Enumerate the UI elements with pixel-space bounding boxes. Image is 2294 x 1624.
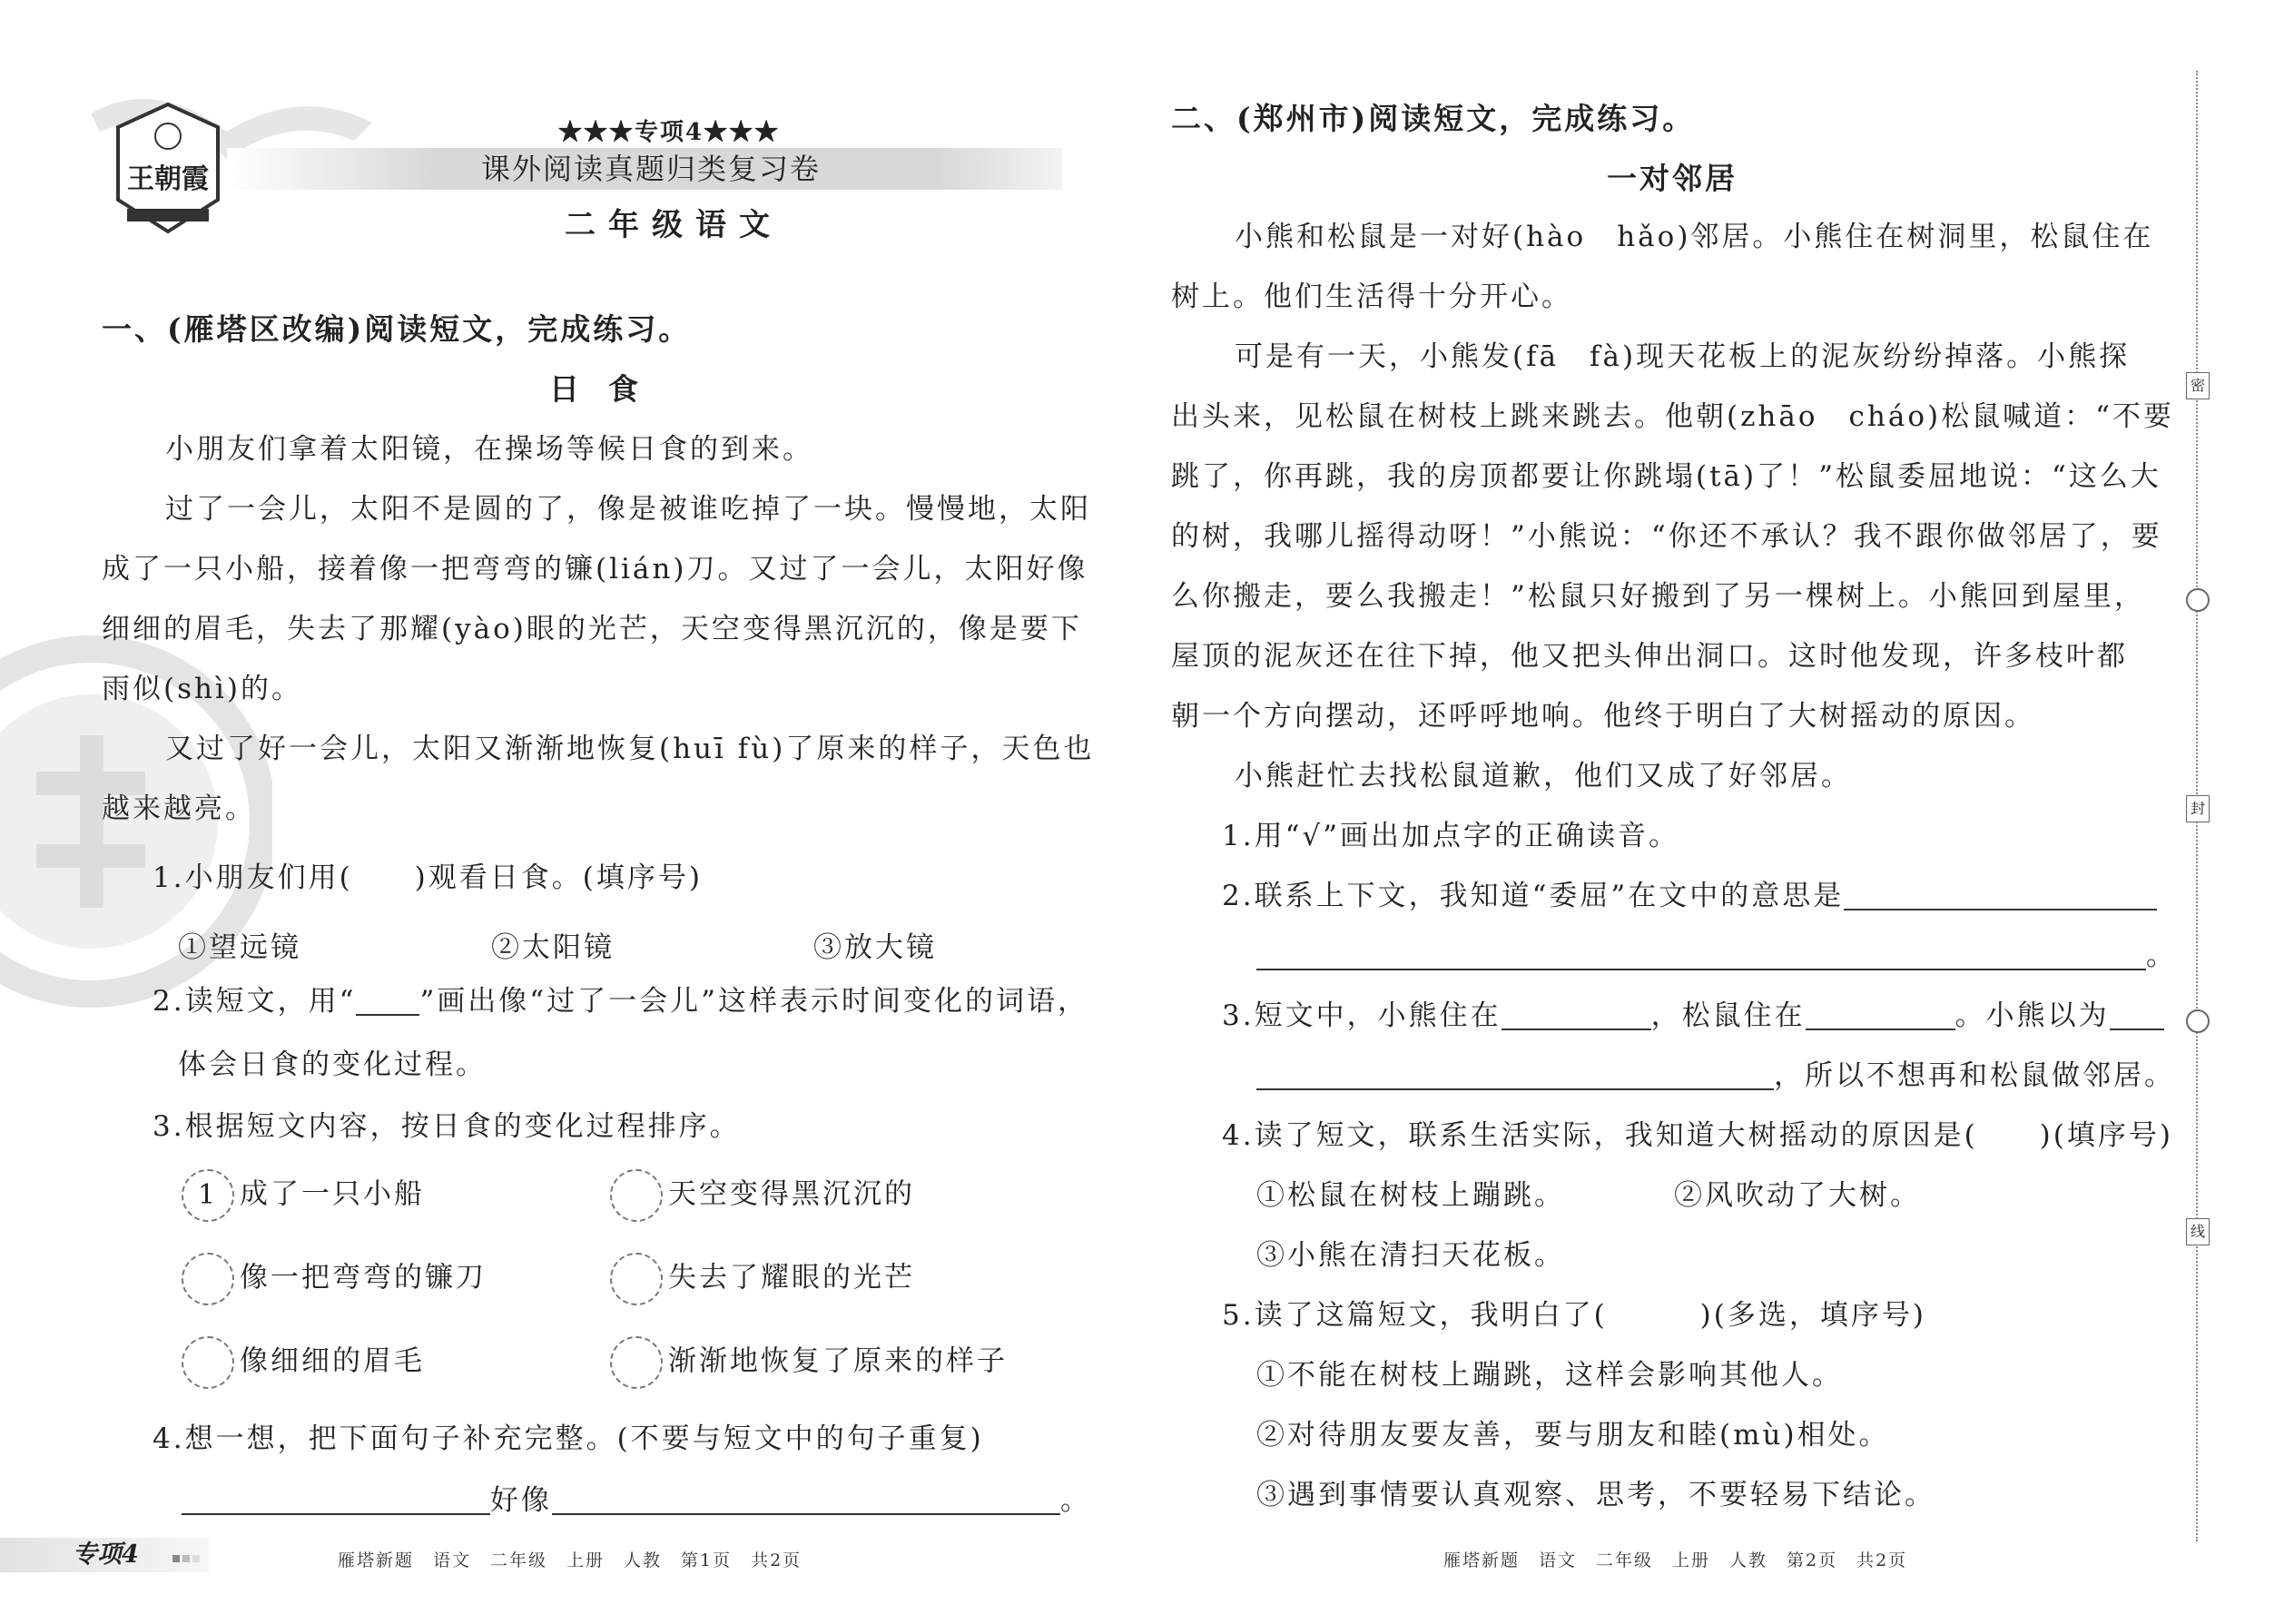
right-passage [1171, 207, 2174, 806]
order-circle[interactable] [182, 1336, 234, 1389]
left-paragraph-line: 过了一会儿，太阳不是圆的了，像是被谁吃掉了一块。慢慢地，太阳 [165, 493, 1091, 526]
order-circle[interactable] [610, 1253, 663, 1305]
right-question-5: 5.读了这篇短文，我明白了( )(多选，填序号) [1222, 1299, 1926, 1332]
right-paragraph-line: 么你搬走，要么我搬走！”松鼠只好搬到了另一棵树上。小熊回到屋里， [1171, 580, 2145, 613]
right-paragraph-line: 小熊赶忙去找松鼠道歉，他们又成了好邻居。 [1235, 760, 1852, 792]
option: ①望远镜 [178, 931, 301, 964]
left-question-2: 2.读短文，用“ ”画出像“过了一会儿”这样表示时间变化的词语， [153, 985, 1088, 1018]
right-section-title: 二、(郑州市)阅读短文，完成练习。 [1171, 101, 1696, 136]
margin-label: 封 [2186, 795, 2210, 822]
footer-squares-icon [172, 1549, 200, 1566]
left-paragraph-line: 细细的眉毛，失去了那耀(yào)眼的光芒，天空变得黑沉沉的，像是要下 [102, 613, 1082, 645]
left-paragraph-line: 雨似(shì)的。 [102, 673, 302, 705]
binding-ring-icon [2186, 588, 2210, 612]
order-item[interactable]: 1 成了一只小船 [182, 1169, 425, 1222]
subject-title: 二年级语文 [565, 207, 783, 243]
answer-blank[interactable] [1501, 1001, 1651, 1030]
right-question-2: 2.联系上下文，我知道“委屈”在文中的意思是 [1222, 866, 2157, 926]
answer-blank[interactable] [2110, 1001, 2164, 1030]
order-circle[interactable] [610, 1336, 663, 1389]
left-question-3: 3.根据短文内容，按日食的变化过程排序。 [153, 1110, 741, 1143]
left-passage-title: 日 食 [549, 371, 641, 407]
binding-ring-icon [2186, 1009, 2210, 1033]
right-question-3: 3.短文中，小熊住在 ，松鼠住在 。小熊以为 [1222, 986, 2164, 1046]
footer-right-info: 雁塔新题 语文 二年级 上册 人教 第2页 共2页 [1443, 1550, 1908, 1570]
right-question-4: 4.读了短文，联系生活实际，我知道大树摇动的原因是( )(填序号) [1222, 1119, 2173, 1152]
logo-text: 王朝霞 [127, 163, 209, 195]
answer-blank[interactable] [552, 1486, 1060, 1515]
answer-blank[interactable] [1256, 941, 2146, 970]
right-paragraph-line: 树上。他们生活得十分开心。 [1171, 281, 1572, 313]
option: ③放大镜 [813, 931, 937, 964]
right-q4-option: ②风吹动了大树。 [1674, 1179, 1921, 1212]
left-q4-fill: 好像 。 [182, 1471, 1091, 1530]
right-paragraph-line: 的树，我哪儿摇得动呀！”小熊说：“你还不承认？我不跟你做邻居了，要 [1171, 520, 2162, 553]
margin-label: 线 [2186, 1218, 2210, 1245]
order-item[interactable]: 天空变得黑沉沉的 [610, 1169, 915, 1222]
footer-tag: 专项4 [73, 1540, 139, 1569]
right-q5-option: ①不能在树枝上蹦跳，这样会影响其他人。 [1256, 1359, 1843, 1392]
left-paragraph-line: 又过了好一会儿，太阳又渐渐地恢复(huī fù)了原来的样子，天色也 [165, 733, 1095, 765]
right-paragraph-line: 可是有一天，小熊发(fā fà)现天花板上的泥灰纷纷掉落。小熊探 [1235, 340, 2131, 373]
order-item[interactable]: 像细细的眉毛 [182, 1336, 425, 1389]
right-q4-option: ③小熊在清扫天花板。 [1256, 1239, 1565, 1272]
order-item[interactable]: 像一把弯弯的镰刀 [182, 1253, 487, 1305]
answer-blank[interactable] [1844, 881, 2157, 910]
order-item[interactable]: 失去了耀眼的光芒 [610, 1253, 915, 1305]
left-question-1: 1.小朋友们用( )观看日食。(填序号) [153, 861, 703, 894]
right-q5-option: ②对待朋友要友善，要与朋友和睦(mù)相处。 [1256, 1419, 1890, 1452]
order-circle[interactable]: 1 [182, 1169, 234, 1222]
underline-sample [356, 987, 419, 1016]
footer-left-info: 雁塔新题 语文 二年级 上册 人教 第1页 共2页 [338, 1550, 802, 1570]
left-passage [102, 419, 1095, 839]
logo [109, 100, 227, 236]
order-circle[interactable] [182, 1253, 234, 1305]
option: ②太阳镜 [491, 931, 615, 964]
left-paragraph-line: 小朋友们拿着太阳镜，在操场等候日食的到来。 [165, 433, 813, 466]
right-q2-line2: 。 [1256, 926, 2177, 986]
left-question-4: 4.想一想，把下面句子补充完整。(不要与短文中的句子重复) [153, 1422, 984, 1455]
margin-label: 密 [2186, 372, 2210, 399]
order-item[interactable]: 渐渐地恢复了原来的样子 [610, 1336, 1008, 1389]
banner-title: 课外阅读真题归类复习卷 [481, 152, 822, 186]
right-passage-title: 一对邻居 [1607, 161, 1738, 196]
right-q4-option: ①松鼠在树枝上蹦跳。 [1256, 1179, 1565, 1212]
left-question-2-line2: 体会日食的变化过程。 [178, 1048, 487, 1081]
answer-blank[interactable] [1256, 1061, 1774, 1090]
right-paragraph-line: 跳了，你再跳，我的房顶都要让你跳塌(tā)了！”松鼠委屈地说：“这么大 [1171, 460, 2161, 493]
answer-blank[interactable] [1806, 1001, 1955, 1030]
order-circle[interactable] [610, 1169, 663, 1222]
right-q5-option: ③遇到事情要认真观察、思考，不要轻易下结论。 [1256, 1479, 1935, 1511]
right-paragraph-line: 小熊和松鼠是一对好(hào hǎo)邻居。小熊住在树洞里，松鼠住在 [1235, 221, 2154, 253]
right-question-1: 1.用“√”画出加点字的正确读音。 [1222, 820, 1680, 852]
series-label: ★★★专项4★★★ [558, 119, 781, 146]
left-paragraph-line: 越来越亮。 [102, 792, 256, 825]
left-paragraph-line: 成了一只小船，接着像一把弯弯的镰(lián)刀。又过了一会儿，太阳好像 [102, 553, 1088, 586]
right-paragraph-line: 出头来，见松鼠在树枝上跳来跳去。他朝(zhāo cháo)松鼠喊道：“不要 [1171, 400, 2174, 433]
left-section-title: 一、(雁塔区改编)阅读短文，完成练习。 [102, 311, 692, 347]
answer-blank[interactable] [182, 1486, 490, 1515]
right-paragraph-line: 屋顶的泥灰还在往下掉，他又把头伸出洞口。这时他发现，许多枝叶都 [1171, 640, 2128, 673]
right-paragraph-line: 朝一个方向摆动，还呼呼地响。他终于明白了大树摇动的原因。 [1171, 700, 2035, 733]
right-q3-line2: ，所以不想再和松鼠做邻居。 [1256, 1046, 2175, 1106]
